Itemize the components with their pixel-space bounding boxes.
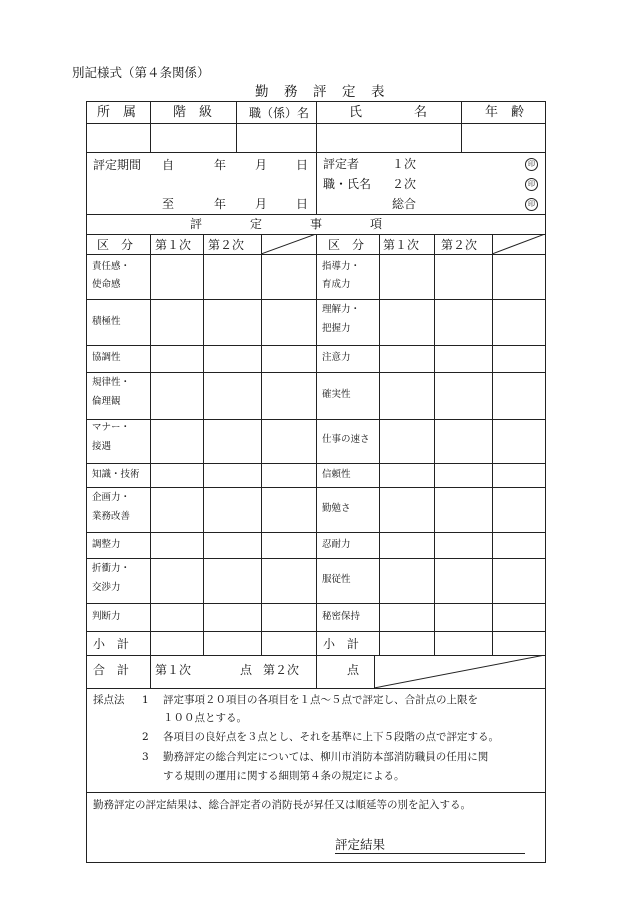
evaluator-label: 評定者 bbox=[323, 157, 360, 171]
position-header: 職（係）名 bbox=[249, 106, 310, 120]
scoring-num: 2 bbox=[142, 731, 149, 743]
item-label: 育成力 bbox=[322, 279, 351, 290]
item-label: 秘密保持 bbox=[322, 611, 361, 622]
item-label: 積極性 bbox=[92, 316, 121, 327]
item-label: 企画力・ bbox=[92, 492, 131, 503]
total-second-point: 点 bbox=[347, 663, 360, 677]
diagonal-slash bbox=[261, 234, 316, 254]
scoring-line: する規則の運用に関する細則第４条の規定による。 bbox=[163, 770, 405, 782]
items-heading: 評 定 事 項 bbox=[190, 217, 383, 231]
rank-header: 階 級 bbox=[173, 105, 213, 120]
item-label: 仕事の速さ bbox=[322, 434, 370, 445]
period-to-day: 日 bbox=[296, 197, 309, 211]
second-header-left: 第２次 bbox=[208, 238, 245, 252]
seal-icon: 印 bbox=[525, 178, 538, 191]
scoring-num: 3 bbox=[142, 751, 149, 763]
item-label: 倫理観 bbox=[92, 396, 121, 407]
category-header-left: 区 分 bbox=[97, 238, 134, 252]
first-header-left: 第１次 bbox=[155, 238, 192, 252]
item-label: 責任感・ bbox=[92, 261, 131, 272]
item-label: 指導力・ bbox=[322, 261, 361, 272]
item-label: 把握力 bbox=[322, 323, 351, 334]
item-label: 勤勉さ bbox=[322, 503, 351, 514]
item-label: 交渉力 bbox=[92, 582, 121, 593]
item-label: 調整力 bbox=[92, 539, 121, 550]
first-header-right: 第１次 bbox=[383, 238, 420, 252]
subtotal-right: 小 計 bbox=[323, 637, 360, 651]
scoring-line: 評定事項２０項目の各項目を１点～５点で評定し、合計点の上限を bbox=[163, 694, 478, 706]
item-label: 理解力・ bbox=[322, 304, 361, 315]
diagonal-slash bbox=[374, 655, 545, 688]
period-to-month: 月 bbox=[255, 197, 268, 211]
period-from-month: 月 bbox=[255, 158, 268, 172]
total-first-label: 第１次 bbox=[155, 663, 192, 677]
subtotal-left: 小 計 bbox=[93, 637, 130, 651]
total-label: 合 計 bbox=[93, 663, 130, 677]
scoring-line: １００点とする。 bbox=[163, 712, 247, 724]
item-label: 規律性・ bbox=[92, 377, 131, 388]
scoring-num: 1 bbox=[142, 694, 149, 706]
diagonal-slash bbox=[492, 234, 545, 254]
item-label: 協調性 bbox=[92, 352, 121, 363]
period-from-year: 年 bbox=[214, 158, 227, 172]
result-underline bbox=[335, 853, 525, 854]
evaluation-form bbox=[86, 101, 546, 863]
name-header: 氏 名 bbox=[349, 105, 428, 120]
item-label: 判断力 bbox=[92, 611, 121, 622]
affiliation-header: 所 属 bbox=[97, 105, 137, 120]
form-reference: 別記様式（第４条関係） bbox=[72, 65, 210, 80]
result-note: 勤務評定の評定結果は、総合評定者の消防長が昇任又は順延等の別を記入する。 bbox=[93, 799, 471, 811]
form-title: 勤 務 評 定 表 bbox=[255, 84, 386, 100]
item-label: 忍耐力 bbox=[322, 539, 351, 550]
evaluator-overall: 総合 bbox=[392, 197, 417, 211]
item-label: 信頼性 bbox=[322, 469, 351, 480]
item-label: 業務改善 bbox=[92, 511, 131, 522]
period-label: 評定期間 bbox=[93, 158, 142, 172]
scoring-line: 各項目の良好点を３点とし、それを基準に上下５段階の点で評定する。 bbox=[163, 731, 499, 743]
period-from-day: 日 bbox=[296, 158, 309, 172]
item-label: 注意力 bbox=[322, 352, 351, 363]
item-label: 知識・技術 bbox=[92, 469, 140, 480]
category-header-right: 区 分 bbox=[328, 238, 365, 252]
evaluator-first: １次 bbox=[392, 157, 417, 171]
total-second-label: 第２次 bbox=[263, 663, 300, 677]
item-label: 使命感 bbox=[92, 279, 121, 290]
evaluator-second: ２次 bbox=[392, 177, 417, 191]
period-to: 至 bbox=[162, 197, 175, 211]
scoring-label: 採点法 bbox=[93, 694, 125, 706]
period-to-year: 年 bbox=[214, 197, 227, 211]
item-label: 接遇 bbox=[92, 441, 112, 452]
seal-icon: 印 bbox=[525, 158, 538, 171]
item-label: 折衝力・ bbox=[92, 563, 131, 574]
item-label: 確実性 bbox=[322, 389, 351, 400]
second-header-right: 第２次 bbox=[441, 238, 478, 252]
total-first-point: 点 bbox=[240, 663, 253, 677]
result-label: 評定結果 bbox=[335, 837, 386, 852]
evaluator-position-label: 職・氏名 bbox=[323, 177, 372, 191]
period-from: 自 bbox=[162, 158, 175, 172]
seal-icon: 印 bbox=[525, 198, 538, 211]
item-label: 服従性 bbox=[322, 574, 351, 585]
scoring-line: 勤務評定の総合判定については、柳川市消防本部消防職員の任用に関 bbox=[163, 751, 489, 763]
item-label: マナー・ bbox=[92, 422, 131, 433]
age-header: 年 齢 bbox=[485, 105, 525, 120]
